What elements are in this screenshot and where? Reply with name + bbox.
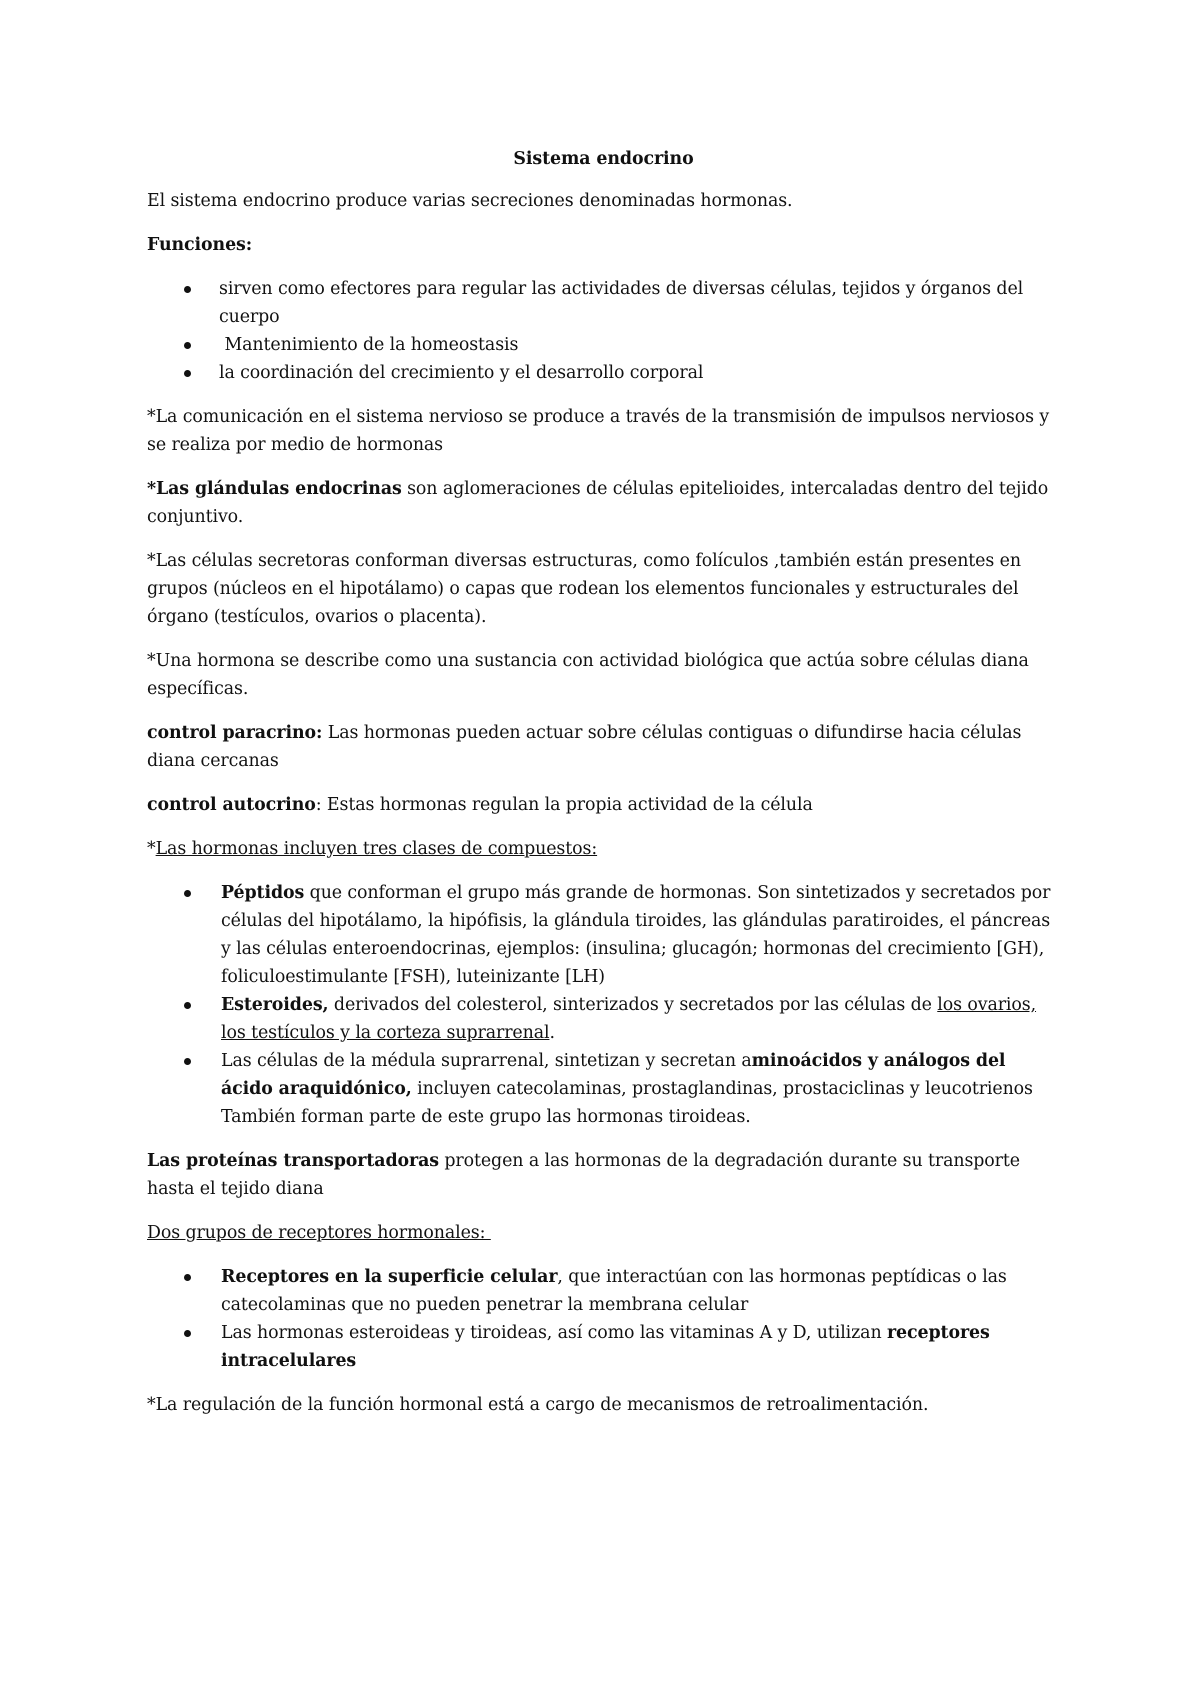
list-item: Las células de la médula suprarrenal, sintetizan y secretan aminoácidos y análogos del ácido araquidónico, incluyen catecolaminas, prostaglandinas, prostaciclinas y leucotrienos También forman parte de este grupo las hormonas tiroideas. xyxy=(147,1047,1060,1131)
list-item: sirven como efectores para regular las actividades de diversas células, tejidos y órganos del cuerpo xyxy=(147,275,1060,331)
funciones-heading: Funciones: xyxy=(147,235,253,255)
receptores-list xyxy=(147,1263,1060,1375)
regulacion-paragraph: *La regulación de la función hormonal está a cargo de mecanismos de retroalimentación. xyxy=(147,1395,929,1415)
clases-list xyxy=(147,879,1060,1131)
glandulas-paragraph: *Las glándulas endocrinas son aglomeraciones de células epitelioides, intercaladas dentro del tejido conjuntivo. xyxy=(147,479,1049,527)
page-title: Sistema endocrino xyxy=(513,149,694,169)
list-item: Las hormonas esteroideas y tiroideas, así como las vitaminas A y D, utilizan receptores intracelulares xyxy=(147,1319,1060,1375)
proteinas-paragraph: Las proteínas transportadoras protegen a las hormonas de la degradación durante su transporte hasta el tejido diana xyxy=(147,1151,1020,1199)
funciones-list xyxy=(147,275,1060,387)
list-item: Mantenimiento de la homeostasis xyxy=(147,331,1060,359)
list-item: Péptidos que conforman el grupo más grande de hormonas. Son sintetizados y secretados por células del hipotálamo, la hipófisis, la glándula tiroides, las glándulas paratiroides, el páncreas y las células enteroendocrinas, ejemplos: (insulina; glucagón; hormonas del crecimiento [GH), foliculoestimulante [FSH), luteinizante [LH) xyxy=(147,879,1060,991)
receptores-heading: Dos grupos de receptores hormonales: xyxy=(147,1223,491,1243)
clases-heading: *Las hormonas incluyen tres clases de compuestos: xyxy=(147,839,598,859)
intro-paragraph: El sistema endocrino produce varias secreciones denominadas hormonas. xyxy=(147,191,793,211)
list-item: Receptores en la superficie celular, que interactúan con las hormonas peptídicas o las catecolaminas que no pueden penetrar la membrana celular xyxy=(147,1263,1060,1319)
autocrino-paragraph: control autocrino: Estas hormonas regulan la propia actividad de la célula xyxy=(147,795,813,815)
paracrino-paragraph: control paracrino: Las hormonas pueden actuar sobre células contiguas o difundirse hacia células diana cercanas xyxy=(147,723,1022,771)
comunicacion-paragraph: *La comunicación en el sistema nervioso se produce a través de la transmisión de impulsos nerviosos y se realiza por medio de hormonas xyxy=(147,407,1050,455)
hormona-paragraph: *Una hormona se describe como una sustancia con actividad biológica que actúa sobre células diana específicas. xyxy=(147,651,1029,699)
celulas-paragraph: *Las células secretoras conforman diversas estructuras, como folículos ,también están presentes en grupos (núcleos en el hipotálamo) o capas que rodean los elementos funcionales y estructurales del órgano (testículos, ovarios o placenta). xyxy=(147,551,1021,627)
list-item: Esteroides, derivados del colesterol, sinterizados y secretados por las células de los ovarios, los testículos y la corteza suprarrenal. xyxy=(147,991,1060,1047)
list-item: la coordinación del crecimiento y el desarrollo corporal xyxy=(147,359,1060,387)
